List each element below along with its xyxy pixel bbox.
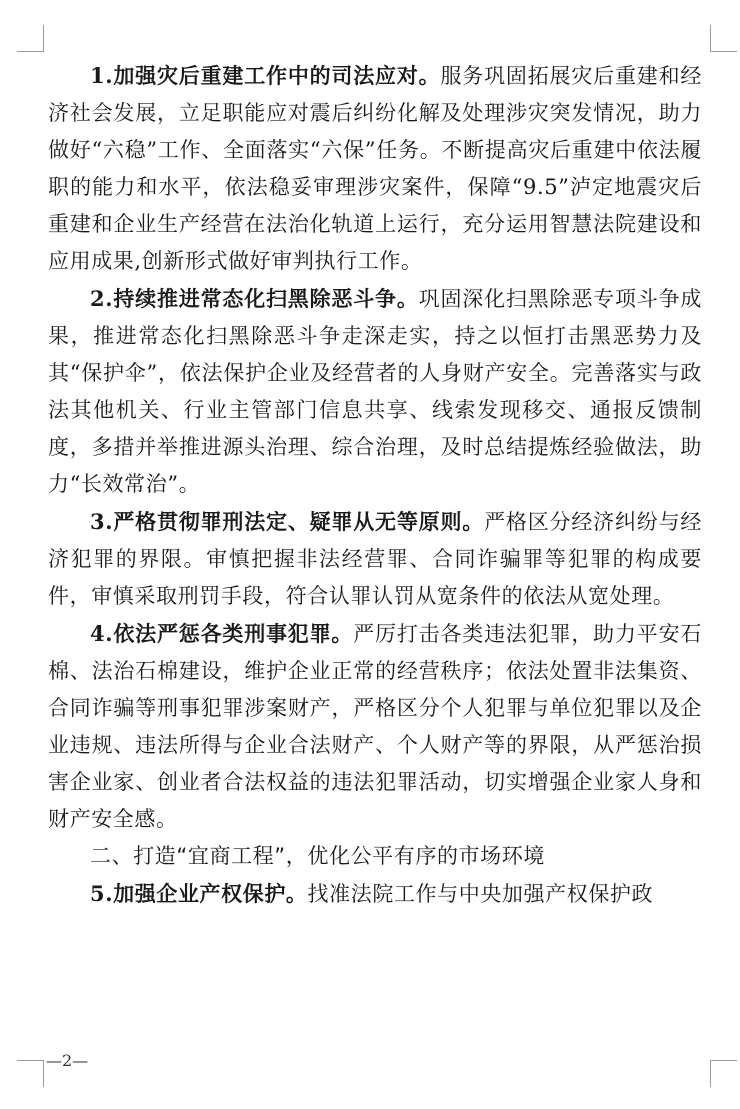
paragraph-3 (48, 503, 702, 615)
paragraph-3-body: 严格区分经济纠纷与经济犯罪的界限。审慎把握非法经营罪、合同诈骗罪等犯罪的构成要件，审慎采取刑罚手段，符合认罪认罚从宽条件的依法从宽处理。 (48, 510, 702, 608)
paragraph-5 (48, 875, 702, 913)
document-body (48, 57, 702, 913)
paragraph-2 (48, 280, 702, 503)
paragraph-1 (48, 57, 702, 280)
paragraph-4 (48, 615, 702, 838)
section-heading: 二、打造“宜商工程”，优化公平有序的市场环境 (90, 844, 545, 868)
paragraph-4-lead: 4.依法严惩各类刑事犯罪。 (90, 621, 354, 646)
paragraph-1-lead: 1.加强灾后重建工作中的司法应对。 (90, 63, 441, 88)
page-number: —2— (46, 1051, 89, 1070)
paragraph-2-body: 巩固深化扫黑除恶专项斗争成果，推进常态化扫黑除恶斗争走深走实，持之以恒打击黑恶势力及其“保护伞”，依法保护企业及经营者的人身财产安全。完善落实与政法其他机关、行业主管部门信息共享、线索发现移交、通报反馈制度，多措并举推进源头治理、综合治理，及时总结提炼经验做法，助力“长效常治”。 (48, 287, 702, 496)
crop-mark-bottom-right (710, 1060, 737, 1087)
paragraph-5-lead: 5.加强企业产权保护。 (90, 881, 308, 906)
crop-mark-top-right (710, 25, 737, 52)
crop-mark-bottom-left (17, 1060, 44, 1087)
paragraph-4-body: 严厉打击各类违法犯罪，助力平安石棉、法治石棉建设，维护企业正常的经营秩序；依法处置非法集资、合同诈骗等刑事犯罪涉案财产，严格区分个人犯罪与单位犯罪以及企业违规、违法所得与企业合法财产、个人财产等的界限，从严惩治损害企业家、创业者合法权益的违法犯罪活动，切实增强企业家人身和财产安全感。 (48, 622, 702, 831)
paragraph-1-body: 服务巩固拓展灾后重建和经济社会发展，立足职能应对震后纠纷化解及处理涉灾突发情况，助力做好“六稳”工作、全面落实“六保”任务。不断提高灾后重建中依法履职的能力和水平，依法稳妥审理涉灾案件，保障“9.5”泸定地震灾后重建和企业生产经营在法治化轨道上运行，充分运用智慧法院建设和应用成果,创新形式做好审判执行工作。 (48, 64, 702, 273)
paragraph-2-lead: 2.持续推进常态化扫黑除恶斗争。 (90, 286, 419, 311)
paragraph-5-body: 找准法院工作与中央加强产权保护政 (307, 882, 654, 906)
crop-mark-top-left (17, 25, 44, 52)
paragraph-3-lead: 3.严格贯彻罪刑法定、疑罪从无等原则。 (90, 509, 485, 534)
